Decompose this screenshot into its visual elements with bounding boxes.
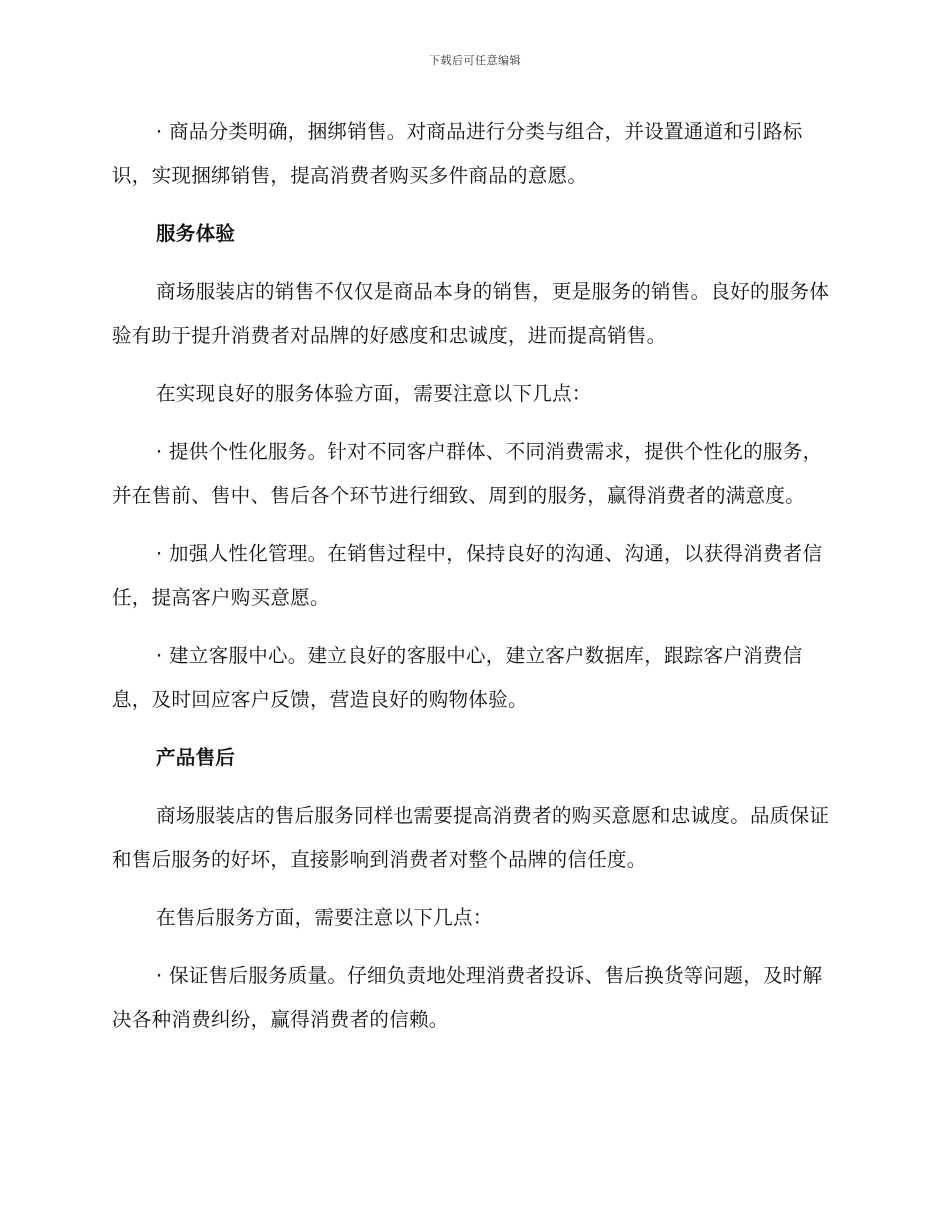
section-heading-service-experience: 服务体验 (156, 222, 236, 245)
paragraph-personalized-service: · 提供个性化服务。针对不同客户群体、不同消费需求，提供个性化的服务，并在售前、售中、售后各个环节进行细致、周到的服务，赢得消费者的满意度。 (112, 440, 823, 507)
paragraph-service-points-lead: 在实现良好的服务体验方面，需要注意以下几点： (156, 382, 592, 405)
paragraph-bundle-sales: · 商品分类明确，捆绑销售。对商品进行分类与组合，并设置通道和引路标识，实现捆绑销售，提高消费者购买多件商品的意愿。 (112, 120, 803, 187)
paragraph-humanized-management: · 加强人性化管理。在销售过程中，保持良好的沟通、沟通，以获得消费者信任，提高客户购买意愿。 (112, 542, 823, 609)
section-heading-after-sales: 产品售后 (156, 746, 236, 769)
page-header: 下载后可任意编辑 (429, 54, 521, 67)
paragraph-service-intro: 商场服装店的销售不仅仅是商品本身的销售，更是服务的销售。良好的服务体验有助于提升消费者对品牌的好感度和忠诚度，进而提高销售。 (112, 280, 830, 347)
document-body (112, 110, 832, 1056)
paragraph-after-sales-quality: · 保证售后服务质量。仔细负责地处理消费者投诉、售后换货等问题，及时解决各种消费纠纷，赢得消费者的信赖。 (112, 964, 823, 1031)
paragraph-after-sales-points-lead: 在售后服务方面，需要注意以下几点： (156, 906, 493, 929)
paragraph-customer-service-center: · 建立客服中心。建立良好的客服中心，建立客户数据库，跟踪客户消费信息，及时回应客户反馈，营造良好的购物体验。 (112, 644, 803, 711)
paragraph-after-sales-intro: 商场服装店的售后服务同样也需要提高消费者的购买意愿和忠诚度。品质保证和售后服务的好坏，直接影响到消费者对整个品牌的信任度。 (112, 804, 830, 871)
